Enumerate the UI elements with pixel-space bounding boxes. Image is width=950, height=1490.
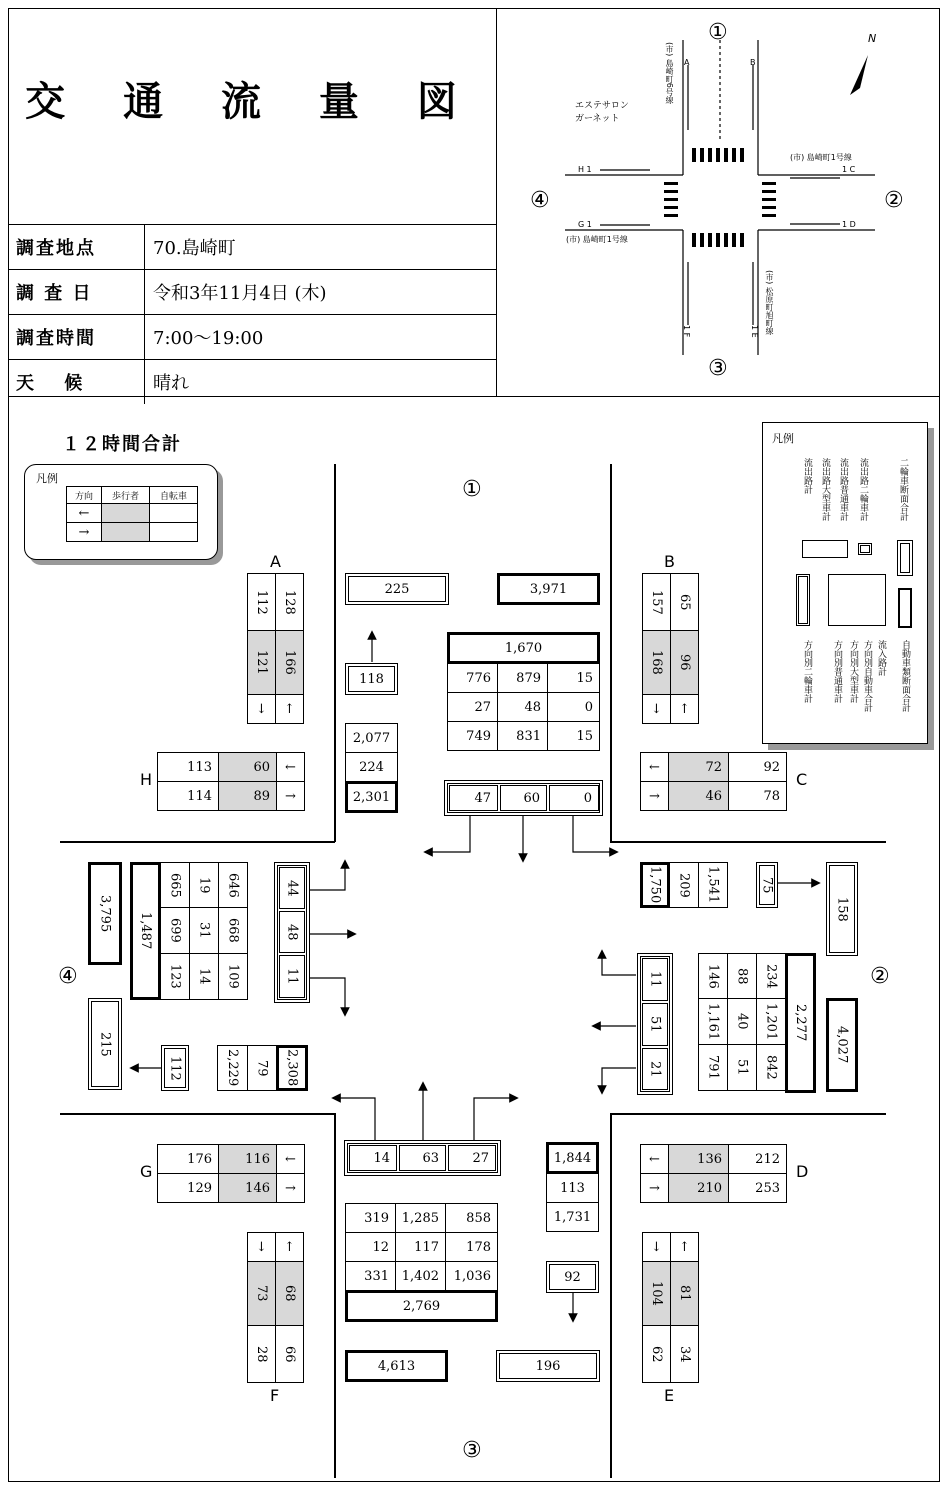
south-grid-cell: 1,285	[395, 1203, 446, 1233]
ped-e-label: E	[664, 1386, 675, 1405]
crosswalk-c: 1 C	[842, 165, 856, 174]
crosswalk-f: 1 F	[682, 325, 691, 338]
south-section-total: 4,613	[345, 1350, 448, 1382]
west-grid-cell: 668	[218, 907, 248, 954]
crosswalk-b: B	[750, 58, 756, 67]
east-grid-cell: 88	[727, 953, 757, 999]
ped-f-bike-up: 66	[275, 1325, 304, 1383]
crosswalk-h: H 1	[578, 165, 592, 174]
approach-1-label: ①	[462, 477, 482, 502]
ped-h-dir-left: ←	[276, 752, 305, 782]
ped-a-ped-up: 166	[275, 630, 304, 695]
north-grid-cell: 749	[447, 721, 498, 751]
legend-row-right: →	[66, 522, 102, 542]
ped-g-ped-left: 116	[218, 1144, 277, 1174]
east-grid-cell: 51	[727, 1044, 757, 1091]
north-out-total: 2,077	[345, 723, 398, 753]
road-bottom-label: (市) 松原町旭町線	[765, 270, 774, 335]
ped-g-bike-left: 176	[157, 1144, 219, 1174]
approach-2-label: ②	[870, 964, 890, 989]
west-grid-cell: 31	[189, 907, 219, 954]
road-right-label: (市) 島崎町1号線	[790, 153, 852, 162]
east-bike-total: 158	[826, 862, 858, 956]
ped-b-bike-up: 65	[670, 573, 699, 631]
legend-big-title: 凡例	[772, 432, 794, 445]
page-title: 交 通 流 量 図	[25, 79, 479, 125]
ped-f-ped-up: 68	[275, 1261, 304, 1326]
legend-top-label: 流出路二輪車計	[858, 458, 868, 521]
info-key: 調 査 日	[8, 270, 145, 315]
approach-4-label: ④	[58, 964, 78, 989]
ped-d-bike-right: 253	[728, 1173, 787, 1203]
north-out-moto: 118	[345, 663, 398, 695]
north-moto-dir: 0	[549, 785, 599, 811]
west-moto-dir: 48	[279, 911, 305, 953]
north-grid-cell: 831	[497, 721, 548, 751]
ped-d-ped-left: 136	[668, 1144, 729, 1174]
crosswalk-d: 1 D	[842, 220, 856, 229]
crosswalk-e: 1 E	[750, 325, 759, 338]
crosswalk-g: G 1	[578, 220, 592, 229]
south-grid-cell: 12	[345, 1232, 396, 1262]
east-grid-cell: 842	[756, 1044, 786, 1091]
ped-g-dir-right: →	[276, 1173, 305, 1203]
ped-c-label: C	[796, 770, 808, 789]
legend-bottom-label: 方向別大型車計	[848, 640, 858, 703]
ped-b-bike-down: 157	[642, 573, 671, 631]
south-out-normal: 1,731	[546, 1202, 599, 1232]
west-moto-dir: 11	[279, 955, 305, 998]
ped-f-dir-up: ↑	[275, 1232, 304, 1262]
landmark-label: エステサロン ガーネット	[575, 101, 629, 124]
north-label: N	[868, 32, 877, 45]
ped-g-dir-left: ←	[276, 1144, 305, 1174]
legend-col-dir: 方向	[66, 486, 102, 504]
ped-h-bike-left: 113	[157, 752, 219, 782]
info-value: 7:00〜19:00	[145, 315, 497, 360]
road-top-label: (市) 島崎町6号線	[665, 42, 674, 104]
west-grid-cell: 19	[189, 862, 219, 908]
south-grid-cell: 331	[345, 1261, 396, 1291]
west-inflow: 1,487	[130, 862, 161, 1000]
legend-bottom-label: 自動車類断面合計	[900, 640, 910, 712]
map-branch-1: ①	[708, 20, 728, 45]
legend-bottom-label: 方向別二輪車計	[802, 640, 812, 703]
west-grid-cell: 646	[218, 862, 248, 908]
south-grid-cell: 858	[445, 1203, 498, 1233]
legend-col-ped: 歩行者	[101, 486, 150, 504]
west-grid-cell: 14	[189, 953, 219, 1000]
ped-d-label: D	[796, 1162, 809, 1181]
info-key: 天 候	[8, 360, 145, 405]
ped-c-ped-right: 46	[668, 781, 729, 811]
legend-row-left: ←	[66, 503, 102, 523]
info-value: 晴れ	[145, 360, 497, 405]
ped-d-ped-right: 210	[668, 1173, 729, 1203]
legend-bottom-label: 方向別自動車合計	[862, 640, 872, 712]
legend-small-title: 凡例	[36, 472, 58, 485]
west-grid-cell: 665	[160, 862, 190, 908]
ped-b-dir-down: ↓	[642, 694, 671, 724]
ped-f-dir-down: ↓	[247, 1232, 276, 1262]
ped-b-dir-up: ↑	[670, 694, 699, 724]
south-out-moto: 92	[546, 1261, 599, 1293]
south-grid-cell: 319	[345, 1203, 396, 1233]
info-value: 令和3年11月4日 (木)	[145, 270, 497, 315]
east-grid-cell: 146	[698, 953, 728, 999]
east-grid-cell: 1,161	[698, 998, 728, 1045]
east-out-large: 209	[669, 862, 699, 908]
crosswalk-a: A	[684, 58, 690, 67]
road-left-label: (市) 島崎町1号線	[566, 235, 628, 244]
section-title: １２時間合計	[62, 434, 182, 455]
east-out-moto: 75	[756, 862, 778, 908]
ped-b-ped-up: 96	[670, 630, 699, 695]
ped-e-ped-up: 81	[670, 1261, 699, 1326]
south-out-total: 1,844	[546, 1142, 599, 1174]
south-inflow: 2,769	[345, 1290, 498, 1322]
ped-e-dir-down: ↓	[642, 1232, 671, 1262]
approach-3-label: ③	[462, 1438, 482, 1463]
west-out-total: 2,229	[217, 1045, 248, 1091]
ped-f-bike-down: 28	[247, 1325, 276, 1383]
ped-d-bike-left: 212	[728, 1144, 787, 1174]
east-out-total: 1,750	[640, 862, 670, 908]
west-grid-cell: 109	[218, 953, 248, 1000]
north-grid-cell: 0	[547, 692, 600, 722]
ped-c-bike-left: 92	[728, 752, 787, 782]
north-grid-cell: 15	[547, 663, 600, 693]
info-key: 調査地点	[8, 225, 145, 270]
north-grid-cell: 27	[447, 692, 498, 722]
south-moto-dir: 27	[448, 1145, 496, 1171]
ped-c-ped-left: 72	[668, 752, 729, 782]
info-key: 調査時間	[8, 315, 145, 360]
ped-c-dir-left: ←	[640, 752, 669, 782]
east-moto-dir: 21	[642, 1048, 668, 1090]
east-grid-cell: 234	[756, 953, 786, 999]
west-section-total: 3,795	[88, 862, 122, 965]
ped-c-dir-right: →	[640, 781, 669, 811]
legend-bottom-label: 流入路計	[876, 640, 886, 676]
south-grid-cell: 1,402	[395, 1261, 446, 1291]
west-out-normal: 2,308	[276, 1045, 308, 1091]
west-grid-cell: 699	[160, 907, 190, 954]
ped-h-bike-right: 114	[157, 781, 219, 811]
legend-top-label: 流出路計	[802, 458, 812, 494]
west-out-moto: 112	[161, 1045, 189, 1091]
east-inflow: 2,277	[785, 953, 816, 1093]
north-out-normal: 2,301	[345, 781, 398, 813]
south-moto-dir: 63	[399, 1145, 446, 1171]
ped-a-bike-down: 112	[247, 573, 276, 631]
legend-col-bike: 自転車	[149, 486, 198, 504]
east-section-total: 4,027	[826, 998, 858, 1092]
north-grid-cell: 879	[497, 663, 548, 693]
legend-top-label: 流出路普通車計	[838, 458, 848, 521]
ped-a-label: A	[270, 552, 281, 571]
ped-a-dir-down: ↓	[247, 694, 276, 724]
ped-a-ped-down: 121	[247, 630, 276, 695]
ped-d-dir-left: ←	[640, 1144, 669, 1174]
east-out-normal: 1,541	[698, 862, 728, 908]
map-branch-4: ④	[530, 188, 550, 213]
west-bike-total: 215	[88, 998, 122, 1090]
south-out-large: 113	[546, 1173, 599, 1203]
north-grid-cell: 15	[547, 721, 600, 751]
east-grid-cell: 791	[698, 1044, 728, 1091]
north-bike-total: 225	[345, 573, 449, 605]
ped-g-ped-right: 146	[218, 1173, 277, 1203]
ped-e-ped-down: 104	[642, 1261, 671, 1326]
ped-h-label: H	[140, 770, 153, 789]
ped-h-ped-left: 60	[218, 752, 277, 782]
east-moto-dir: 51	[642, 1003, 668, 1046]
ped-e-bike-down: 62	[642, 1325, 671, 1383]
ped-b-label: B	[664, 552, 675, 571]
ped-h-dir-right: →	[276, 781, 305, 811]
ped-e-bike-up: 34	[670, 1325, 699, 1383]
map-branch-2: ②	[884, 188, 904, 213]
ped-h-ped-right: 89	[218, 781, 277, 811]
west-out-large: 79	[247, 1045, 277, 1091]
ped-a-dir-up: ↑	[275, 694, 304, 724]
north-grid-cell: 48	[497, 692, 548, 722]
south-grid-cell: 178	[445, 1232, 498, 1262]
legend-top-label: 流出路大型車計	[820, 458, 830, 521]
north-out-large: 224	[345, 752, 398, 782]
south-moto-dir: 14	[349, 1145, 397, 1171]
north-moto-dir: 47	[449, 785, 498, 811]
south-grid-cell: 117	[395, 1232, 446, 1262]
ped-f-ped-down: 73	[247, 1261, 276, 1326]
east-grid-cell: 1,201	[756, 998, 786, 1045]
north-grid-cell: 776	[447, 663, 498, 693]
info-value: 70.島崎町	[145, 225, 497, 270]
south-bike-total: 196	[496, 1350, 600, 1382]
ped-a-bike-up: 128	[275, 573, 304, 631]
west-grid-cell: 123	[160, 953, 190, 1000]
ped-b-ped-down: 168	[642, 630, 671, 695]
north-inflow: 1,670	[447, 632, 600, 664]
ped-d-dir-right: →	[640, 1173, 669, 1203]
south-grid-cell: 1,036	[445, 1261, 498, 1291]
ped-f-label: F	[270, 1386, 280, 1405]
east-moto-dir: 11	[642, 958, 668, 1001]
north-section-total: 3,971	[497, 573, 600, 605]
east-grid-cell: 40	[727, 998, 757, 1045]
ped-g-bike-right: 129	[157, 1173, 219, 1203]
west-moto-dir: 44	[279, 867, 305, 909]
map-branch-3: ③	[708, 356, 728, 381]
ped-g-label: G	[140, 1162, 153, 1181]
legend-bottom-label: 方向別普通車計	[832, 640, 842, 703]
ped-c-bike-right: 78	[728, 781, 787, 811]
legend-top-label: 二輪車断面合計	[898, 458, 908, 521]
north-moto-dir: 60	[500, 785, 547, 811]
ped-e-dir-up: ↑	[670, 1232, 699, 1262]
